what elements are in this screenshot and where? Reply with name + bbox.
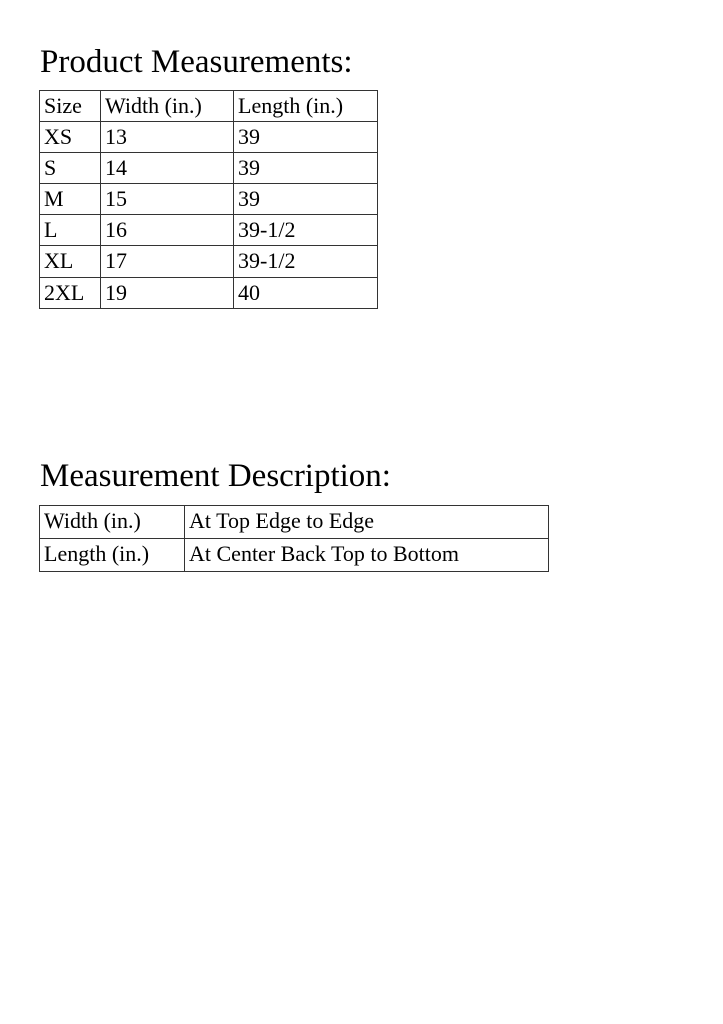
table-row <box>40 506 549 539</box>
table-row <box>40 215 378 246</box>
column-header-width: Width (in.) <box>101 91 234 122</box>
cell-size: XL <box>40 246 101 277</box>
measurement-description-table <box>39 505 549 572</box>
cell-length: 39 <box>234 153 378 184</box>
cell-length: 39 <box>234 122 378 153</box>
cell-width: 13 <box>101 122 234 153</box>
table-row <box>40 184 378 215</box>
cell-measurement-label: Width (in.) <box>40 506 185 539</box>
cell-width: 15 <box>101 184 234 215</box>
measurement-description-heading: Measurement Description: <box>40 458 391 494</box>
cell-size: M <box>40 184 101 215</box>
cell-length: 40 <box>234 277 378 308</box>
cell-measurement-label: Length (in.) <box>40 539 185 572</box>
cell-measurement-description: At Top Edge to Edge <box>185 506 549 539</box>
table-row <box>40 153 378 184</box>
cell-width: 17 <box>101 246 234 277</box>
table-row <box>40 122 378 153</box>
table-row <box>40 246 378 277</box>
cell-size: 2XL <box>40 277 101 308</box>
cell-size: XS <box>40 122 101 153</box>
cell-width: 16 <box>101 215 234 246</box>
table-row <box>40 539 549 572</box>
cell-size: L <box>40 215 101 246</box>
product-measurements-heading: Product Measurements: <box>40 44 353 80</box>
cell-width: 14 <box>101 153 234 184</box>
cell-length: 39-1/2 <box>234 246 378 277</box>
table-header-row <box>40 91 378 122</box>
table-row <box>40 277 378 308</box>
cell-length: 39 <box>234 184 378 215</box>
cell-measurement-description: At Center Back Top to Bottom <box>185 539 549 572</box>
cell-width: 19 <box>101 277 234 308</box>
column-header-length: Length (in.) <box>234 91 378 122</box>
cell-length: 39-1/2 <box>234 215 378 246</box>
cell-size: S <box>40 153 101 184</box>
product-measurements-table <box>39 90 378 309</box>
column-header-size: Size <box>40 91 101 122</box>
